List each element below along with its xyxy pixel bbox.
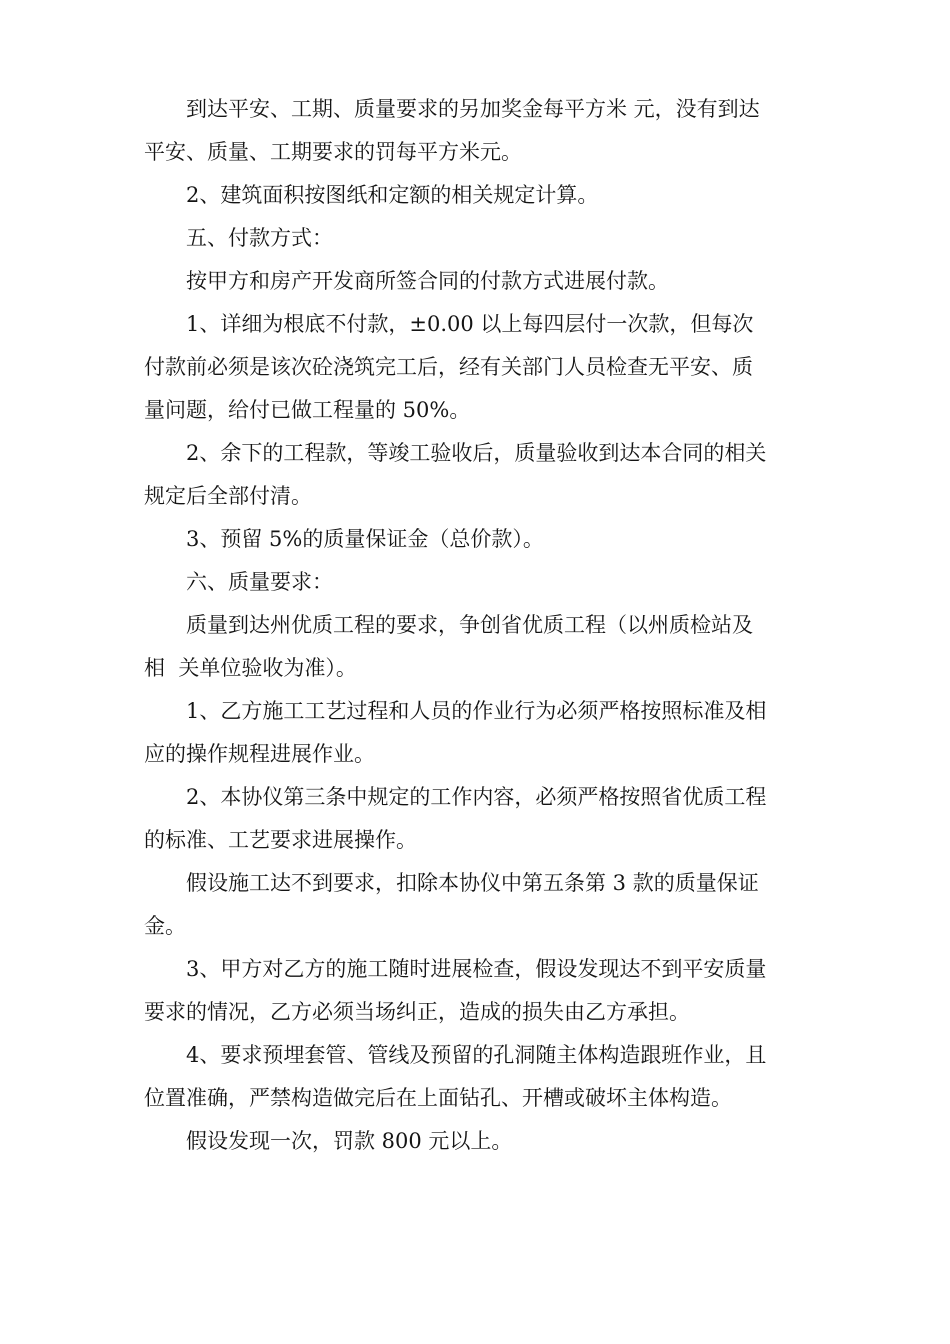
text-line: 位置准确，严禁构造做完后在上面钻孔、开槽或破坏主体构造。: [144, 1086, 732, 1110]
text-line: 3、甲方对乙方的施工随时进展检查，假设发现达不到平安质量: [186, 957, 767, 981]
paragraph-payment-item-1: [144, 303, 806, 432]
paragraph-fine: [144, 1120, 806, 1163]
text-line: 假设施工达不到要求，扣除本协仪中第五条第 3 款的质量保证: [186, 871, 759, 895]
paragraph-building-area: [144, 174, 806, 217]
text-line: 2、建筑面积按图纸和定额的相关规定计算。: [186, 183, 599, 207]
paragraph-quality-item-3: [144, 948, 806, 1034]
text-line: 4、要求预埋套管、管线及预留的孔洞随主体构造跟班作业，且: [186, 1043, 767, 1067]
text-line: 平安、质量、工期要求的罚每平方米元。: [144, 140, 522, 164]
paragraph-quality-deduction: [144, 862, 806, 948]
paragraph-quality-standard: [144, 604, 806, 690]
text-line: 2、余下的工程款，等竣工验收后，质量验收到达本合同的相关: [186, 441, 767, 465]
paragraph-quality-item-4: [144, 1034, 806, 1120]
document-body: [144, 88, 806, 1163]
text-line: 到达平安、工期、质量要求的另加奖金每平方米 元，没有到达: [186, 97, 760, 121]
paragraph-payment-method: [144, 260, 806, 303]
text-line: 的标准、工艺要求进展操作。: [144, 828, 417, 852]
text-line: 2、本协仪第三条中规定的工作内容，必须严格按照省优质工程: [186, 785, 767, 809]
text-line: 金。: [144, 914, 186, 938]
text-line: 按甲方和房产开发商所签合同的付款方式进展付款。: [186, 269, 669, 293]
text-line: 1、详细为根底不付款，±0.00 以上每四层付一次款，但每次: [186, 312, 754, 336]
text-line: 1、乙方施工工艺过程和人员的作业行为必须严格按照标准及相: [186, 699, 767, 723]
text-line: 假设发现一次，罚款 800 元以上。: [186, 1129, 513, 1153]
text-line: 六、质量要求：: [186, 570, 333, 594]
text-line: 相 关单位验收为准）。: [144, 656, 357, 680]
paragraph-quality-item-2: [144, 776, 806, 862]
paragraph-quality-item-1: [144, 690, 806, 776]
paragraph-payment-item-3: [144, 518, 806, 561]
text-line: 要求的情况，乙方必须当场纠正，造成的损失由乙方承担。: [144, 1000, 690, 1024]
text-line: 五、付款方式：: [186, 226, 333, 250]
text-line: 规定后全部付清。: [144, 484, 312, 508]
paragraph-payment-item-2: [144, 432, 806, 518]
text-line: 3、预留 5%的质量保证金（总价款）。: [186, 527, 544, 551]
section-heading-payment: [144, 217, 806, 260]
section-heading-quality: [144, 561, 806, 604]
paragraph-bonus-penalty: [144, 88, 806, 174]
text-line: 量问题，给付已做工程量的 50%。: [144, 398, 471, 422]
text-line: 应的操作规程进展作业。: [144, 742, 375, 766]
text-line: 付款前必须是该次砼浇筑完工后，经有关部门人员检查无平安、质: [144, 355, 753, 379]
text-line: 质量到达州优质工程的要求，争创省优质工程（以州质检站及: [186, 613, 753, 637]
